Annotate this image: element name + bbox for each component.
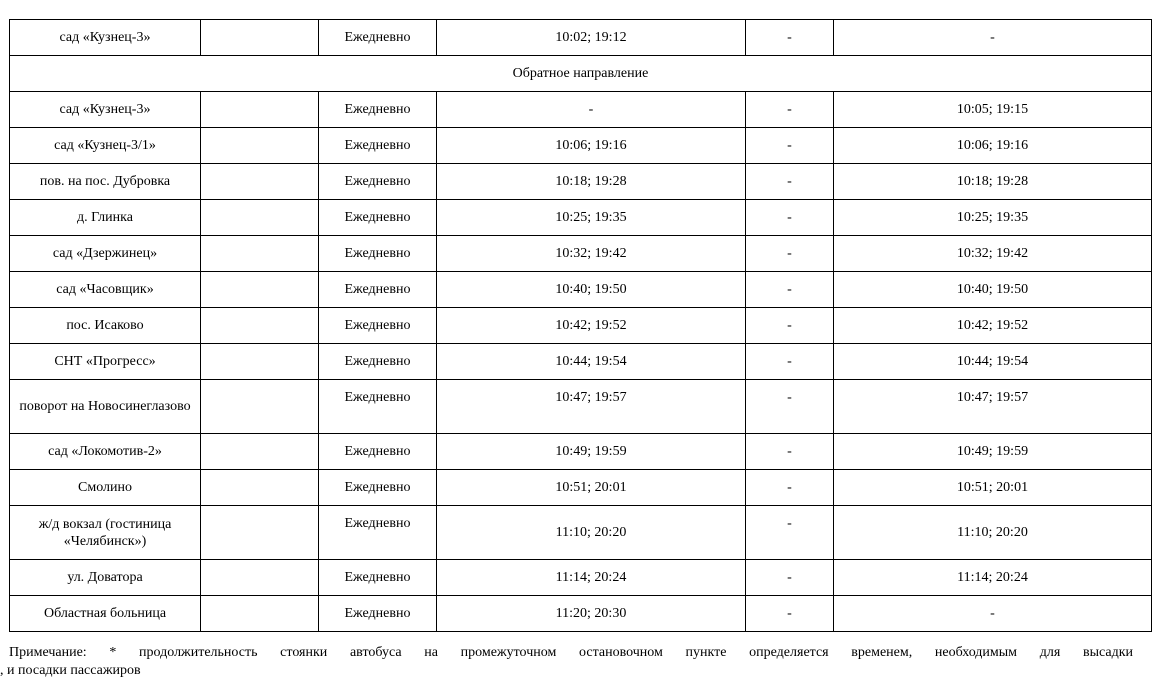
- section-header-row: [10, 56, 1152, 92]
- table-row: [10, 20, 1152, 56]
- arrival-cell: -: [437, 92, 746, 128]
- departure-cell: 10:32; 19:42: [834, 236, 1152, 272]
- days-cell: Ежедневно: [319, 200, 437, 236]
- departure-cell: -: [834, 596, 1152, 632]
- stay-cell: -: [746, 434, 834, 470]
- footnote: Примечание: * продолжительность стоянки автобуса на промежуточном остановочном пункте определяется временем, необходимым для высадки: [9, 645, 1133, 660]
- section-header: Обратное направление: [10, 56, 1152, 92]
- stay-cell: -: [746, 344, 834, 380]
- table-row: [10, 596, 1152, 632]
- table-row: [10, 272, 1152, 308]
- stop-name-cell: сад «Дзержинец»: [10, 236, 201, 272]
- empty-cell: [201, 560, 319, 596]
- stay-cell: -: [746, 560, 834, 596]
- days-cell: Ежедневно: [319, 560, 437, 596]
- arrival-cell: 11:14; 20:24: [437, 560, 746, 596]
- days-cell: Ежедневно: [319, 596, 437, 632]
- days-cell: Ежедневно: [319, 506, 437, 560]
- stop-name-cell: ул. Доватора: [10, 560, 201, 596]
- table-row: [10, 128, 1152, 164]
- empty-cell: [201, 344, 319, 380]
- arrival-cell: 10:47; 19:57: [437, 380, 746, 434]
- stop-name-cell: ж/д вокзал (гостиница «Челябинск»): [10, 506, 201, 560]
- arrival-cell: 10:32; 19:42: [437, 236, 746, 272]
- footnote-continuation: , и посадки пассажиров: [0, 663, 141, 678]
- stay-cell: -: [746, 308, 834, 344]
- arrival-cell: 10:49; 19:59: [437, 434, 746, 470]
- days-cell: Ежедневно: [319, 92, 437, 128]
- departure-cell: 10:51; 20:01: [834, 470, 1152, 506]
- stop-name-cell: пов. на пос. Дубровка: [10, 164, 201, 200]
- arrival-cell: 11:20; 20:30: [437, 596, 746, 632]
- empty-cell: [201, 596, 319, 632]
- stay-cell: -: [746, 200, 834, 236]
- arrival-cell: 10:06; 19:16: [437, 128, 746, 164]
- stop-name-cell: СНТ «Прогресс»: [10, 344, 201, 380]
- departure-cell: 10:40; 19:50: [834, 272, 1152, 308]
- departure-cell: 10:25; 19:35: [834, 200, 1152, 236]
- empty-cell: [201, 380, 319, 434]
- arrival-cell: 10:42; 19:52: [437, 308, 746, 344]
- arrival-cell: 11:10; 20:20: [437, 506, 746, 560]
- arrival-cell: 10:02; 19:12: [437, 20, 746, 56]
- arrival-cell: 10:18; 19:28: [437, 164, 746, 200]
- stay-cell: -: [746, 272, 834, 308]
- days-cell: Ежедневно: [319, 344, 437, 380]
- arrival-cell: 10:40; 19:50: [437, 272, 746, 308]
- departure-cell: 10:06; 19:16: [834, 128, 1152, 164]
- empty-cell: [201, 434, 319, 470]
- table-row: [10, 506, 1152, 560]
- stay-cell: -: [746, 92, 834, 128]
- table-row: [10, 380, 1152, 434]
- days-cell: Ежедневно: [319, 128, 437, 164]
- arrival-cell: 10:44; 19:54: [437, 344, 746, 380]
- table-row: [10, 470, 1152, 506]
- days-cell: Ежедневно: [319, 470, 437, 506]
- table-row: [10, 308, 1152, 344]
- table-row: [10, 434, 1152, 470]
- days-cell: Ежедневно: [319, 236, 437, 272]
- stop-name-cell: поворот на Новосинеглазово: [10, 380, 201, 434]
- stay-cell: -: [746, 128, 834, 164]
- table-row: [10, 92, 1152, 128]
- empty-cell: [201, 308, 319, 344]
- stay-cell: -: [746, 380, 834, 434]
- table-row: [10, 236, 1152, 272]
- empty-cell: [201, 164, 319, 200]
- table-row: [10, 200, 1152, 236]
- departure-cell: 10:42; 19:52: [834, 308, 1152, 344]
- stop-name-cell: сад «Кузнец-3/1»: [10, 128, 201, 164]
- stay-cell: -: [746, 20, 834, 56]
- departure-cell: 10:44; 19:54: [834, 344, 1152, 380]
- days-cell: Ежедневно: [319, 308, 437, 344]
- empty-cell: [201, 92, 319, 128]
- days-cell: Ежедневно: [319, 20, 437, 56]
- table-row: [10, 164, 1152, 200]
- empty-cell: [201, 128, 319, 164]
- empty-cell: [201, 272, 319, 308]
- empty-cell: [201, 470, 319, 506]
- stay-cell: -: [746, 236, 834, 272]
- stay-cell: -: [746, 470, 834, 506]
- empty-cell: [201, 236, 319, 272]
- stay-cell: -: [746, 506, 834, 560]
- days-cell: Ежедневно: [319, 434, 437, 470]
- departure-cell: 11:10; 20:20: [834, 506, 1152, 560]
- empty-cell: [201, 506, 319, 560]
- departure-cell: 10:47; 19:57: [834, 380, 1152, 434]
- stay-cell: -: [746, 596, 834, 632]
- stop-name-cell: Смолино: [10, 470, 201, 506]
- empty-cell: [201, 200, 319, 236]
- departure-cell: 10:05; 19:15: [834, 92, 1152, 128]
- days-cell: Ежедневно: [319, 164, 437, 200]
- table-row: [10, 344, 1152, 380]
- days-cell: Ежедневно: [319, 380, 437, 434]
- departure-cell: 11:14; 20:24: [834, 560, 1152, 596]
- stop-name-cell: сад «Кузнец-3»: [10, 92, 201, 128]
- stop-name-cell: д. Глинка: [10, 200, 201, 236]
- departure-cell: -: [834, 20, 1152, 56]
- stop-name-cell: пос. Исаково: [10, 308, 201, 344]
- stop-name-cell: Областная больница: [10, 596, 201, 632]
- departure-cell: 10:18; 19:28: [834, 164, 1152, 200]
- departure-cell: 10:49; 19:59: [834, 434, 1152, 470]
- arrival-cell: 10:51; 20:01: [437, 470, 746, 506]
- schedule-table: [9, 19, 1152, 632]
- days-cell: Ежедневно: [319, 272, 437, 308]
- stay-cell: -: [746, 164, 834, 200]
- stop-name-cell: сад «Кузнец-3»: [10, 20, 201, 56]
- stop-name-cell: сад «Часовщик»: [10, 272, 201, 308]
- arrival-cell: 10:25; 19:35: [437, 200, 746, 236]
- empty-cell: [201, 20, 319, 56]
- stop-name-cell: сад «Локомотив-2»: [10, 434, 201, 470]
- table-row: [10, 560, 1152, 596]
